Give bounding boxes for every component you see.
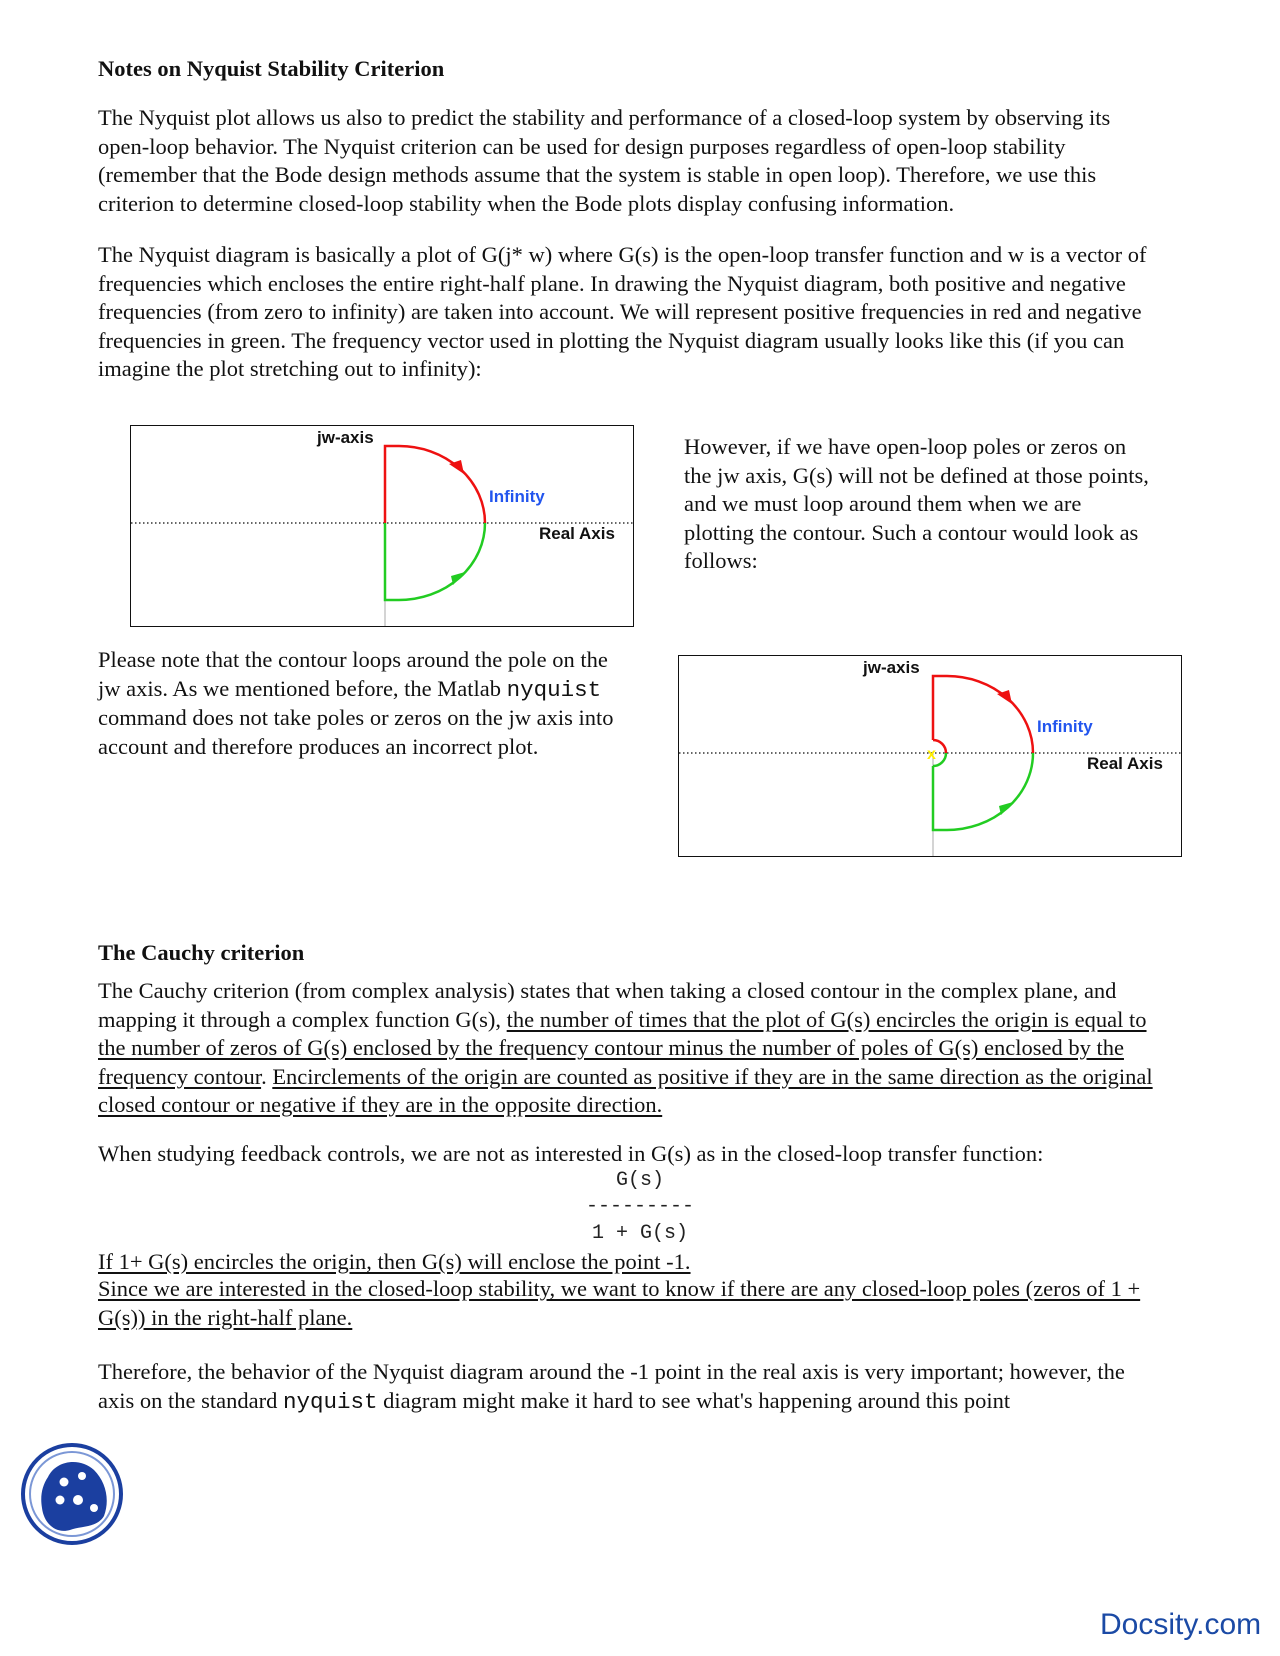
nyquist-command-code: nyquist [506, 676, 602, 703]
minus-one-point-paragraph: Therefore, the behavior of the Nyquist diagram around the -1 point in the real axis is very important; however, the axis on the standard nyquist diagram might make it hard to see what's happening around this point [98, 1359, 1125, 1415]
jw-axis-label: jw-axis [317, 428, 374, 447]
negative-direction-arrow-icon [999, 802, 1013, 815]
docsity-brand-link[interactable]: Docsity.com [1100, 1608, 1262, 1641]
positive-frequency-contour [385, 446, 485, 523]
cauchy-heading: The Cauchy criterion [98, 940, 305, 965]
encircle-point-line: If 1+ G(s) encircles the origin, then G(s) will enclose the point -1. [98, 1249, 691, 1274]
nyquist-contour-with-pole-figure [678, 655, 1182, 857]
nyquist-contour-figure [130, 425, 634, 627]
infinity-label: Infinity [489, 487, 545, 506]
nyquist-contour-with-pole-svg [679, 656, 1181, 856]
fraction-denominator: 1 + G(s) [591, 1222, 688, 1245]
docsity-logo-icon[interactable] [20, 1442, 124, 1546]
fraction-numerator: G(s) [615, 1169, 664, 1192]
positive-frequency-contour [933, 676, 1033, 753]
real-axis-label: Real Axis [1087, 754, 1163, 773]
infinity-label: Infinity [1037, 717, 1093, 736]
nyquist-diagram-paragraph: The Nyquist diagram is basically a plot of G(j* w) where G(s) is the open-loop transfer function and w is a vector of frequencies which encloses the entire right-half plane. In drawing the Nyquist diagram, both positive and negative frequencies (from zero to infinity) are taken into account. We will represent positive frequencies in red and negative frequencies in green. The frequency vector used in plotting the Nyquist diagram usually looks like this (if you can imagine the plot stretching out to infinity): [98, 242, 1147, 381]
closed-loop-poles-paragraph: Since we are interested in the closed-loop stability, we want to know if there are any closed-loop poles (zeros of 1 + G(s)) in the right-half plane. [98, 1276, 1141, 1330]
nyquist-command-code: nyquist [282, 1388, 378, 1415]
fraction-bar: --------- [585, 1195, 695, 1218]
feedback-paragraph: When studying feedback controls, we are not as interested in G(s) as in the closed-loop transfer function: [98, 1141, 1044, 1166]
encirclement-rule: Encirclements of the origin are counted as positive if they are in the same direction as the original closed contour or negative if they are in the opposite direction. [98, 1063, 1153, 1117]
nyquist-contour-svg [131, 426, 633, 626]
cauchy-statement: the number of times that the plot of G(s) encircles the origin is equal to the number of zeros of G(s) enclosed by the frequency contour minus the number of poles of G(s) enclosed by the frequency contour [98, 1006, 1147, 1089]
negative-direction-arrow-icon [451, 572, 465, 585]
negative-frequency-contour [933, 753, 1033, 830]
real-axis-label: Real Axis [539, 524, 615, 543]
pole-loop-paragraph: Please note that the contour loops around the pole on the jw axis. As we mentioned before, the Matlab nyquist command does not take poles or zeros on the jw axis into account and therefore produces an incorrect plot. [98, 647, 614, 759]
jw-axis-label: jw-axis [863, 658, 920, 677]
page-title: Notes on Nyquist Stability Criterion [98, 56, 445, 81]
intro-paragraph: The Nyquist plot allows us also to predict the stability and performance of a closed-loop system by observing its open-loop behavior. The Nyquist criterion can be used for design purposes regardless of open-loop stability (remember that the Bode design methods assume that the system is stable in open loop). Therefore, we use this criterion to determine closed-loop stability when the Bode plots display confusing information. [98, 105, 1111, 216]
negative-frequency-contour [385, 523, 485, 600]
pole-marker: x [927, 746, 936, 763]
cauchy-paragraph: The Cauchy criterion (from complex analysis) states that when taking a closed contour in the complex plane, and mapping it through a complex function G(s), the number of times that the plot of G(s) encircles the origin is equal to the number of zeros of G(s) enclosed by the frequency contour minus the number of poles of G(s) enclosed by the frequency contour. Encirclements of the origin are counted as positive if they are in the same direction as the original closed contour or negative if they are in the opposite direction. [98, 978, 1153, 1117]
poles-on-axis-paragraph: However, if we have open-loop poles or zeros on the jw axis, G(s) will not be defined at those points, and we must loop around them when we are plotting the contour. Such a contour would look as follows: [684, 434, 1149, 573]
